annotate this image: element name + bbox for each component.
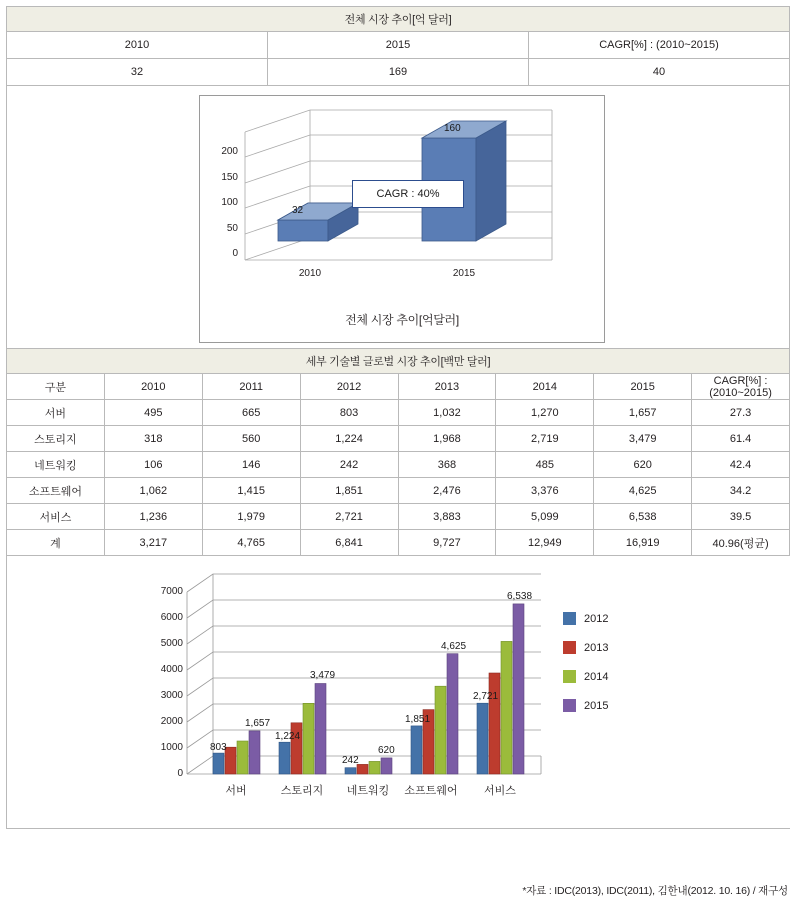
chart2-ytick-7000: 7000: [160, 586, 183, 597]
detail-header-cagr: CAGR[%] : (2010~2015): [692, 374, 790, 400]
cell-2011: 1,979: [202, 504, 300, 530]
row-label: 서비스: [7, 504, 105, 530]
cell-2013: 368: [398, 452, 496, 478]
legend-label-2014: 2014: [584, 670, 609, 683]
chart1-ytick-150: 150: [221, 172, 238, 183]
detail-header-2010: 2010: [104, 374, 202, 400]
chart2-row: [7, 556, 790, 829]
cell-2012: 803: [300, 400, 398, 426]
chart2-datalabel-software-2015: 4,625: [441, 641, 467, 652]
value-cagr: 40: [529, 59, 790, 86]
chart1-cell: [7, 86, 790, 349]
header-year-2010: 2010: [7, 32, 268, 59]
cell-2015: 4,625: [594, 478, 692, 504]
row-label: 스토리지: [7, 426, 105, 452]
cell-2013: 2,476: [398, 478, 496, 504]
table-title-row: [7, 7, 790, 32]
legend-swatch-2015: [563, 699, 576, 712]
bar-group-storage: [279, 684, 326, 775]
detail-market-table: [6, 348, 790, 829]
legend-item-2013: [563, 641, 608, 654]
cell-cagr: 42.4: [692, 452, 790, 478]
detail-header-row: [7, 374, 790, 400]
chart2-datalabel-storage-2015: 3,479: [310, 670, 336, 681]
overall-market-table: [6, 6, 790, 349]
header-year-2015: 2015: [268, 32, 529, 59]
cell-cagr: 34.2: [692, 478, 790, 504]
row-label: 계: [7, 530, 105, 556]
table-row: [7, 452, 790, 478]
cell-2012: 1,851: [300, 478, 398, 504]
legend-item-2015: [563, 699, 608, 712]
cell-2014: 1,270: [496, 400, 594, 426]
row-label: 소프트웨어: [7, 478, 105, 504]
segment-market-chart: [7, 556, 791, 828]
chart1-category-2015: 2015: [452, 268, 476, 279]
table-value-row: [7, 59, 790, 86]
cell-2015: 16,919: [594, 530, 692, 556]
legend-swatch-2013: [563, 641, 576, 654]
detail-header-2011: 2011: [202, 374, 300, 400]
cell-2014: 485: [496, 452, 594, 478]
legend-label-2015: 2015: [584, 699, 609, 712]
chart2-datalabel-networking-2015: 620: [378, 745, 395, 756]
cell-2015: 3,479: [594, 426, 692, 452]
chart1-ytick-200: 200: [221, 146, 238, 157]
chart2-datalabel-server-2015: 1,657: [245, 718, 271, 729]
cell-2014: 2,719: [496, 426, 594, 452]
cell-2010: 318: [104, 426, 202, 452]
cell-2012: 6,841: [300, 530, 398, 556]
chart1-frame: [199, 95, 605, 343]
chart1-3d-plot: [200, 96, 604, 342]
cell-2014: 12,949: [496, 530, 594, 556]
detail-header-2015: 2015: [594, 374, 692, 400]
cell-2010: 106: [104, 452, 202, 478]
cell-2011: 146: [202, 452, 300, 478]
legend-item-2014: [563, 670, 608, 683]
header-cagr: CAGR[%] : (2010~2015): [529, 32, 790, 59]
cell-2013: 9,727: [398, 530, 496, 556]
value-2010: 32: [7, 59, 268, 86]
legend-label-2012: 2012: [584, 612, 609, 625]
cell-2011: 560: [202, 426, 300, 452]
chart2-category-networking: 네트워킹: [346, 785, 390, 797]
chart2-category-service: 서비스: [484, 785, 516, 797]
detail-table-title: 세부 기술별 글로벌 시장 추이[백만 달러]: [7, 349, 790, 374]
cell-2012: 1,224: [300, 426, 398, 452]
cell-2010: 3,217: [104, 530, 202, 556]
chart1-caption: 전체 시장 추이[억달러]: [345, 313, 459, 327]
detail-header-category: 구분: [7, 374, 105, 400]
cell-2011: 1,415: [202, 478, 300, 504]
chart2-datalabel-service-2012: 2,721: [473, 691, 499, 702]
table-row: [7, 478, 790, 504]
chart1-label-2010: 32: [292, 205, 304, 216]
cell-cagr: 39.5: [692, 504, 790, 530]
legend-label-2013: 2013: [584, 641, 609, 654]
cagr-annotation: CAGR : 40%: [352, 180, 464, 208]
chart1-ytick-100: 100: [221, 197, 238, 208]
table-row-total: [7, 530, 790, 556]
chart2-datalabel-server-2012: 803: [210, 742, 227, 753]
cell-2011: 665: [202, 400, 300, 426]
cell-2015: 620: [594, 452, 692, 478]
cell-2012: 242: [300, 452, 398, 478]
overall-market-chart: [7, 86, 791, 348]
chart1-ytick-0: 0: [232, 248, 238, 259]
chart1-category-2010: 2010: [298, 268, 322, 279]
chart1-ytick-50: 50: [226, 223, 238, 234]
cell-2012: 2,721: [300, 504, 398, 530]
chart2-category-storage: 스토리지: [280, 785, 324, 797]
cell-2014: 3,376: [496, 478, 594, 504]
table-row: [7, 400, 790, 426]
cell-cagr: 27.3: [692, 400, 790, 426]
detail-header-2013: 2013: [398, 374, 496, 400]
row-label: 서버: [7, 400, 105, 426]
chart2-datalabel-service-2015: 6,538: [507, 591, 533, 602]
chart2-ytick-3000: 3000: [160, 690, 183, 701]
cell-2015: 1,657: [594, 400, 692, 426]
detail-header-2012: 2012: [300, 374, 398, 400]
chart2-ytick-5000: 5000: [160, 638, 183, 649]
cell-2011: 4,765: [202, 530, 300, 556]
legend-swatch-2012: [563, 612, 576, 625]
cell-2013: 1,968: [398, 426, 496, 452]
chart2-category-software: 소프트웨어: [404, 785, 458, 797]
chart2-category-server: 서버: [225, 785, 247, 797]
table-header-row: [7, 32, 790, 59]
chart2-ytick-0: 0: [177, 768, 183, 779]
value-2015: 169: [268, 59, 529, 86]
legend-item-2012: [563, 612, 608, 625]
cell-cagr: 40.96(평균): [692, 530, 790, 556]
chart2-ytick-1000: 1000: [160, 742, 183, 753]
table-row: [7, 426, 790, 452]
legend-swatch-2014: [563, 670, 576, 683]
detail-table-title-row: [7, 349, 790, 374]
cell-2014: 5,099: [496, 504, 594, 530]
chart2-cell: [7, 556, 790, 829]
chart2-ytick-4000: 4000: [160, 664, 183, 675]
row-label: 네트워킹: [7, 452, 105, 478]
chart2-datalabel-storage-2012: 1,224: [275, 731, 301, 742]
table-row: [7, 504, 790, 530]
overall-table-title: 전체 시장 추이[억 달러]: [7, 7, 790, 32]
detail-header-2014: 2014: [496, 374, 594, 400]
bar-group-service: [477, 604, 524, 774]
source-note: *자료 : IDC(2013), IDC(2011), 김한내(2012. 10. 16) / 재구성: [522, 885, 788, 897]
chart2-datalabel-software-2012: 1,851: [405, 714, 431, 725]
chart2-ytick-6000: 6000: [160, 612, 183, 623]
cell-2010: 495: [104, 400, 202, 426]
cell-2010: 1,236: [104, 504, 202, 530]
chart2-ytick-2000: 2000: [160, 716, 183, 727]
cell-2015: 6,538: [594, 504, 692, 530]
cell-2013: 3,883: [398, 504, 496, 530]
chart1-label-2015: 160: [444, 123, 461, 134]
cell-cagr: 61.4: [692, 426, 790, 452]
cell-2013: 1,032: [398, 400, 496, 426]
chart2-legend: [563, 612, 608, 728]
chart1-row: [7, 86, 790, 349]
chart2-datalabel-networking-2012: 242: [342, 755, 359, 766]
cell-2010: 1,062: [104, 478, 202, 504]
